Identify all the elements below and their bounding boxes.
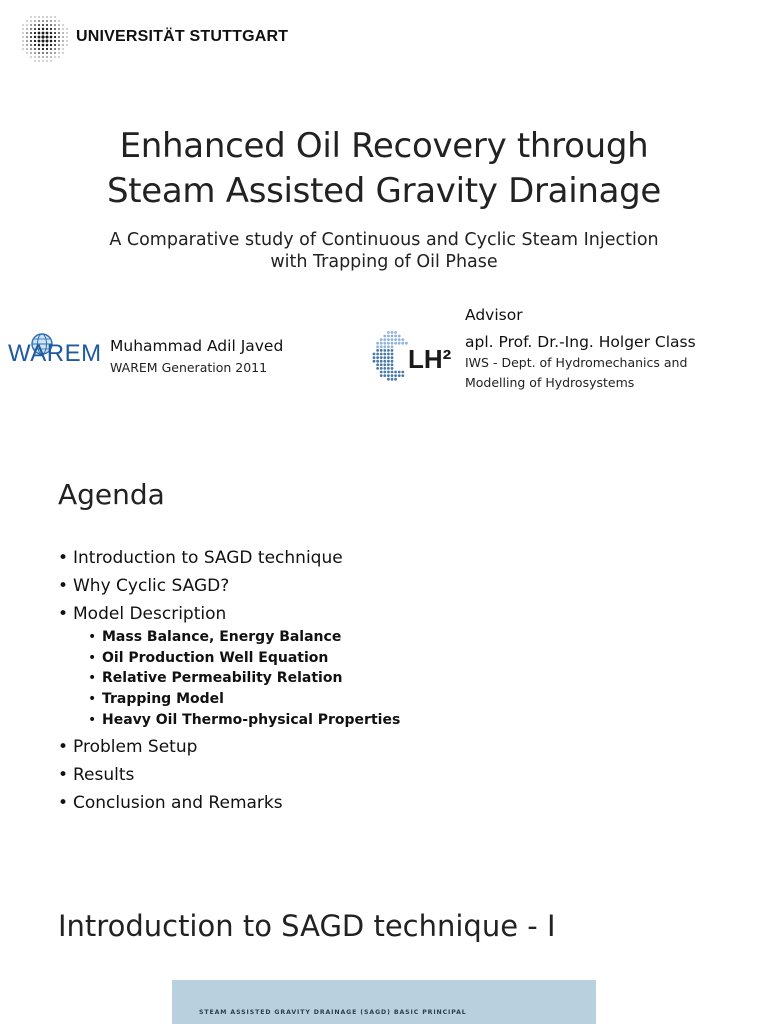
advisor-label: Advisor (465, 306, 523, 324)
agenda-subitem: • Trapping Model (88, 691, 224, 707)
agenda-item: • Conclusion and Remarks (58, 793, 283, 813)
agenda-item: • Problem Setup (58, 737, 197, 757)
section-heading: Introduction to SAGD technique - I (58, 909, 556, 943)
subtitle-line-2: with Trapping of Oil Phase (270, 252, 498, 272)
sagd-diagram-figure (172, 980, 596, 1024)
agenda-item: • Introduction to SAGD technique (58, 548, 343, 568)
warem-logo: WAREM (8, 340, 102, 367)
figure-caption: STEAM ASSISTED GRAVITY DRAINAGE (SAGD) BASIC PRINCIPAL (199, 1009, 467, 1016)
advisor-department-line-1: IWS - Dept. of Hydromechanics and (465, 355, 688, 370)
presentation-subtitle (0, 229, 768, 273)
agenda-heading: Agenda (58, 478, 165, 511)
agenda-item: • Results (58, 765, 134, 785)
title-line-1: Enhanced Oil Recovery through (119, 126, 649, 166)
agenda-subitem: • Heavy Oil Thermo-physical Properties (88, 712, 400, 728)
lh2-logo-text: LH² (408, 344, 452, 374)
author-affiliation: WAREM Generation 2011 (110, 360, 268, 375)
lh2-logo-icon (372, 310, 460, 388)
agenda-subitem: • Mass Balance, Energy Balance (88, 629, 341, 645)
advisor-name: apl. Prof. Dr.-Ing. Holger Class (465, 333, 696, 351)
university-name: UNIVERSITÄT STUTTGART (76, 28, 289, 45)
presentation-title (0, 124, 768, 214)
advisor-department-line-2: Modelling of Hydrosystems (465, 375, 635, 390)
title-line-2: Steam Assisted Gravity Drainage (106, 171, 662, 211)
agenda-subitem: • Oil Production Well Equation (88, 650, 328, 666)
university-logo-icon (18, 12, 70, 64)
agenda-subitem: • Relative Permeability Relation (88, 670, 342, 686)
agenda-item: • Why Cyclic SAGD? (58, 576, 229, 596)
subtitle-line-1: A Comparative study of Continuous and Cyclic Steam Injection (109, 230, 659, 250)
author-name: Muhammad Adil Javed (110, 337, 284, 355)
agenda-item: • Model Description (58, 604, 226, 624)
